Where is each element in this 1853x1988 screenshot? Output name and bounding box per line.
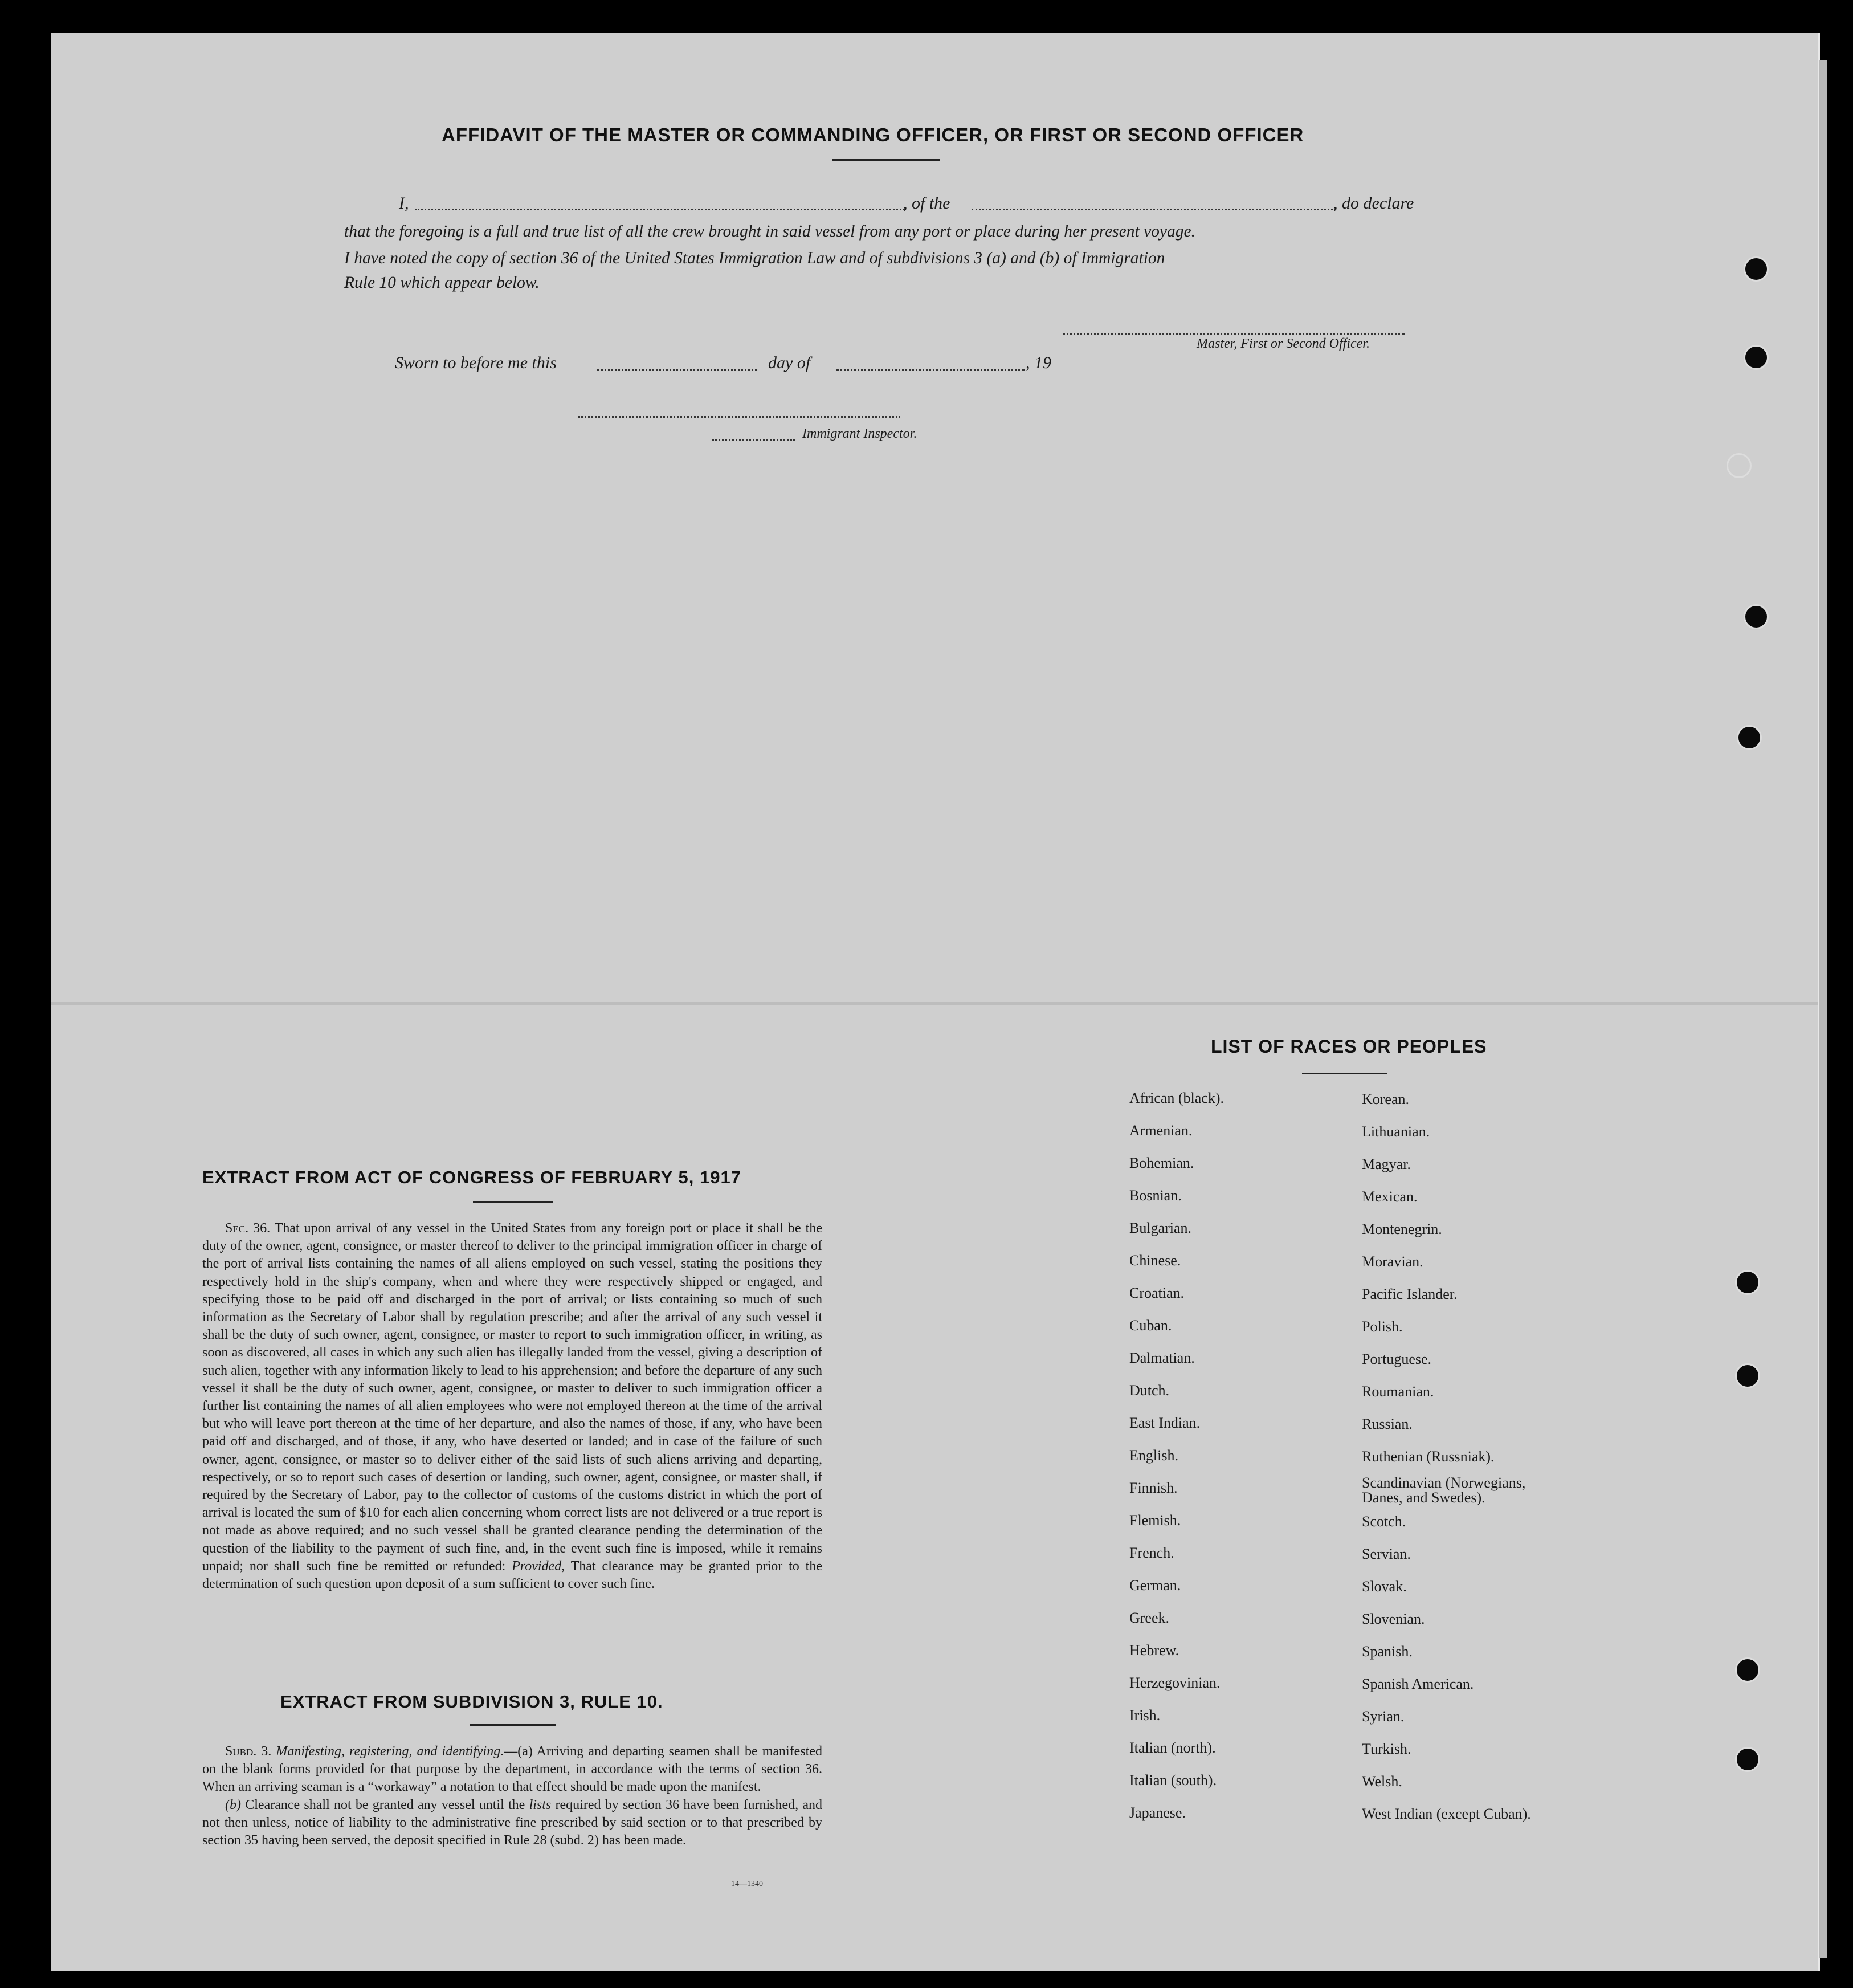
punch-hole bbox=[1737, 725, 1762, 750]
page-fold bbox=[51, 1002, 1818, 1005]
form-code: 14—1340 bbox=[731, 1880, 763, 1888]
race-item: East Indian. bbox=[1129, 1415, 1201, 1431]
subd-para-a: —(a) Arriving and departing seamen shall be manifested on the blank forms provided for that purpose by the department, in accordance with the terms of section 36. When an arriving seaman is a “workaway” a notation to that effect should be made upon the manifest. bbox=[202, 1744, 822, 1795]
year-label: , 19 bbox=[1026, 353, 1051, 372]
punch-hole bbox=[1727, 453, 1752, 478]
race-item: Servian. bbox=[1362, 1546, 1411, 1562]
punch-hole bbox=[1735, 1270, 1760, 1295]
race-item: Croatian. bbox=[1129, 1285, 1185, 1301]
para-b2: required by section 36 have been furnished, and not then unless, notice of liability to the administrative fine prescribed by said section or to that prescribed by section 35 having been served, the deposit specified in Rule 28 (subd. 2) has been made. bbox=[202, 1797, 823, 1848]
vessel-field[interactable] bbox=[972, 209, 1336, 210]
race-item: Montenegrin. bbox=[1362, 1221, 1442, 1237]
master-signature-label: Master, First or Second Officer. bbox=[1197, 336, 1370, 351]
rule-text bbox=[202, 1743, 822, 1850]
race-item: Ruthenian (Russniak). bbox=[1362, 1448, 1495, 1465]
affidavit-line2: that the foregoing is a full and true list of all the crew brought in said vessel from any port or place during her present voyage. bbox=[344, 222, 1195, 241]
race-item: Mexican. bbox=[1362, 1188, 1418, 1205]
race-item: African (black). bbox=[1129, 1090, 1225, 1106]
race-item: English. bbox=[1129, 1447, 1178, 1464]
race-item: Cuban. bbox=[1129, 1317, 1172, 1334]
page-edge bbox=[1819, 60, 1827, 1958]
races-column-2 bbox=[1362, 1083, 1556, 1830]
punch-hole bbox=[1744, 345, 1769, 370]
sec-label: Sec. 36. bbox=[225, 1221, 271, 1236]
punch-hole bbox=[1735, 1747, 1760, 1772]
race-item: Armenian. bbox=[1129, 1122, 1193, 1139]
race-item: Hebrew. bbox=[1129, 1642, 1179, 1659]
race-item: Magyar. bbox=[1362, 1156, 1411, 1172]
affidavit-of-the: , of the bbox=[903, 194, 950, 213]
race-item: Spanish American. bbox=[1362, 1676, 1474, 1692]
subd-label: Subd. 3. bbox=[225, 1744, 272, 1759]
race-item: Japanese. bbox=[1129, 1804, 1186, 1821]
race-item: Moravian. bbox=[1362, 1253, 1423, 1270]
act-body: That upon arrival of any vessel in the United States from any foreign port or place it shall be the duty of the owner, agent, consignee, or master thereof to deliver to the principal immigration officer in charge of the port of arrival lists containing the names of all aliens employed on such vessel, stating the positions they respectively hold in the ship's company, when and where they were respectively shipped or engaged, and specifying those to be paid off and discharged in the port of arrival; or lists containing so much of such information as the Secretary of Labor shall by regulation prescribe; and after the arrival of any such vessel it shall be the duty of such owner, agent, consignee, or master to report to such immigration officer, in writing, as soon as discovered, all cases in which any such alien has illegally landed from the vessel, giving a description of such alien, together with any information likely to lead to his apprehension; and before the departure of any such vessel it shall be the duty of such owner, agent, consignee, or master to deliver to such immigration officer a further list containing the names of all alien employees who were not employed thereon at the time of the arrival but who will leave port thereon at the time of her departure, and also the names of those, if any, who have been paid off and discharged, and of those, if any, who have deserted or landed; and in case of the failure of such owner, agent, consignee, or master so to deliver either of the said lists of such aliens arriving and departing, respectively, or so to report such cases of desertion or landing, such owner, agent, consignee, or master shall, if required by the Secretary of Labor, pay to the collector of customs of the customs district in which the port of arrival is located the sum of $10 for each alien concerning whom correct lists are not delivered or a true report is not made as above required; and no such vessel shall be granted clearance pending the determination of the question of the liability to the payment of such fine, and, in the event such fine is imposed, while it remains unpaid; nor shall such fine be remitted or refunded: bbox=[202, 1221, 823, 1574]
para-b-lists: lists bbox=[529, 1797, 552, 1812]
race-item: Slovak. bbox=[1362, 1578, 1407, 1595]
race-item: Polish. bbox=[1362, 1318, 1403, 1335]
affidavit-i: I, bbox=[399, 194, 409, 213]
day-of-label: day of bbox=[768, 353, 811, 372]
race-item: Flemish. bbox=[1129, 1512, 1181, 1529]
race-item: Lithuanian. bbox=[1362, 1123, 1430, 1140]
race-item: German. bbox=[1129, 1577, 1181, 1594]
master-signature-line[interactable] bbox=[1063, 333, 1405, 335]
race-item: Greek. bbox=[1129, 1610, 1170, 1626]
sworn-day-field[interactable] bbox=[597, 369, 757, 371]
rule-underline bbox=[470, 1724, 556, 1726]
sworn-month-field[interactable] bbox=[836, 369, 1025, 371]
para-b1: Clearance shall not be granted any vessel until the bbox=[245, 1797, 525, 1812]
title-underline bbox=[832, 159, 940, 161]
act-body-end: That clearance may be granted prior to the determination of such question upon deposit of a sum sufficient to cover such fine. bbox=[202, 1558, 822, 1592]
punch-hole bbox=[1735, 1657, 1760, 1683]
race-item: Roumanian. bbox=[1362, 1383, 1434, 1400]
race-item: Dutch. bbox=[1129, 1382, 1170, 1399]
race-item: Finnish. bbox=[1129, 1480, 1178, 1496]
affidavit-line3: I have noted the copy of section 36 of the United States Immigration Law and of subdivisions 3 (a) and (b) of Immigration bbox=[344, 249, 1165, 267]
punch-hole bbox=[1744, 256, 1769, 282]
act-text bbox=[202, 1220, 822, 1593]
race-item: Chinese. bbox=[1129, 1252, 1181, 1269]
race-item: Russian. bbox=[1362, 1416, 1413, 1432]
race-item: Scandinavian (Norwegians, Danes, and Swedes). bbox=[1362, 1474, 1526, 1506]
races-column-1 bbox=[1129, 1082, 1224, 1829]
provided-word: Provided, bbox=[512, 1558, 565, 1574]
race-item: Welsh. bbox=[1362, 1773, 1402, 1790]
race-item: Bosnian. bbox=[1129, 1187, 1182, 1204]
rule-title: EXTRACT FROM SUBDIVISION 3, RULE 10. bbox=[280, 1692, 663, 1712]
sworn-label: Sworn to before me this bbox=[395, 353, 557, 372]
race-item: Herzegovinian. bbox=[1129, 1675, 1221, 1691]
act-title: EXTRACT FROM ACT OF CONGRESS OF FEBRUARY 5, 1917 bbox=[202, 1167, 741, 1187]
race-item: Turkish. bbox=[1362, 1741, 1411, 1757]
races-title: LIST OF RACES OR PEOPLES bbox=[1211, 1036, 1487, 1057]
race-item: West Indian (except Cuban). bbox=[1362, 1806, 1531, 1822]
race-item: Portuguese. bbox=[1362, 1351, 1432, 1367]
inspector-signature-line[interactable] bbox=[578, 416, 900, 418]
name-field[interactable] bbox=[415, 209, 905, 210]
race-item: Syrian. bbox=[1362, 1708, 1405, 1725]
affidavit-line4: Rule 10 which appear below. bbox=[344, 274, 540, 292]
race-item: French. bbox=[1129, 1545, 1174, 1561]
punch-hole bbox=[1744, 604, 1769, 629]
race-item: Dalmatian. bbox=[1129, 1350, 1195, 1366]
race-item: Irish. bbox=[1129, 1707, 1161, 1724]
subd-title: Manifesting, registering, and identifying. bbox=[276, 1744, 504, 1759]
race-item: Italian (north). bbox=[1129, 1740, 1216, 1756]
race-item: Italian (south). bbox=[1129, 1772, 1217, 1789]
punch-hole bbox=[1735, 1363, 1760, 1388]
affidavit-declare: , do declare bbox=[1333, 194, 1414, 213]
race-item: Spanish. bbox=[1362, 1643, 1413, 1660]
race-item: Scotch. bbox=[1362, 1513, 1406, 1530]
race-item: Korean. bbox=[1362, 1091, 1410, 1107]
inspector-label: Immigrant Inspector. bbox=[802, 426, 917, 441]
race-item: Slovenian. bbox=[1362, 1611, 1425, 1627]
act-underline bbox=[473, 1201, 553, 1203]
race-item: Bohemian. bbox=[1129, 1155, 1194, 1171]
race-item: Pacific Islander. bbox=[1362, 1286, 1458, 1302]
inspector-dots bbox=[712, 439, 795, 441]
para-b-label: (b) bbox=[225, 1797, 241, 1812]
race-item: Bulgarian. bbox=[1129, 1220, 1192, 1236]
affidavit-title: AFFIDAVIT OF THE MASTER OR COMMANDING OFFICER, OR FIRST OR SECOND OFFICER bbox=[442, 124, 1304, 145]
races-underline bbox=[1302, 1073, 1387, 1074]
